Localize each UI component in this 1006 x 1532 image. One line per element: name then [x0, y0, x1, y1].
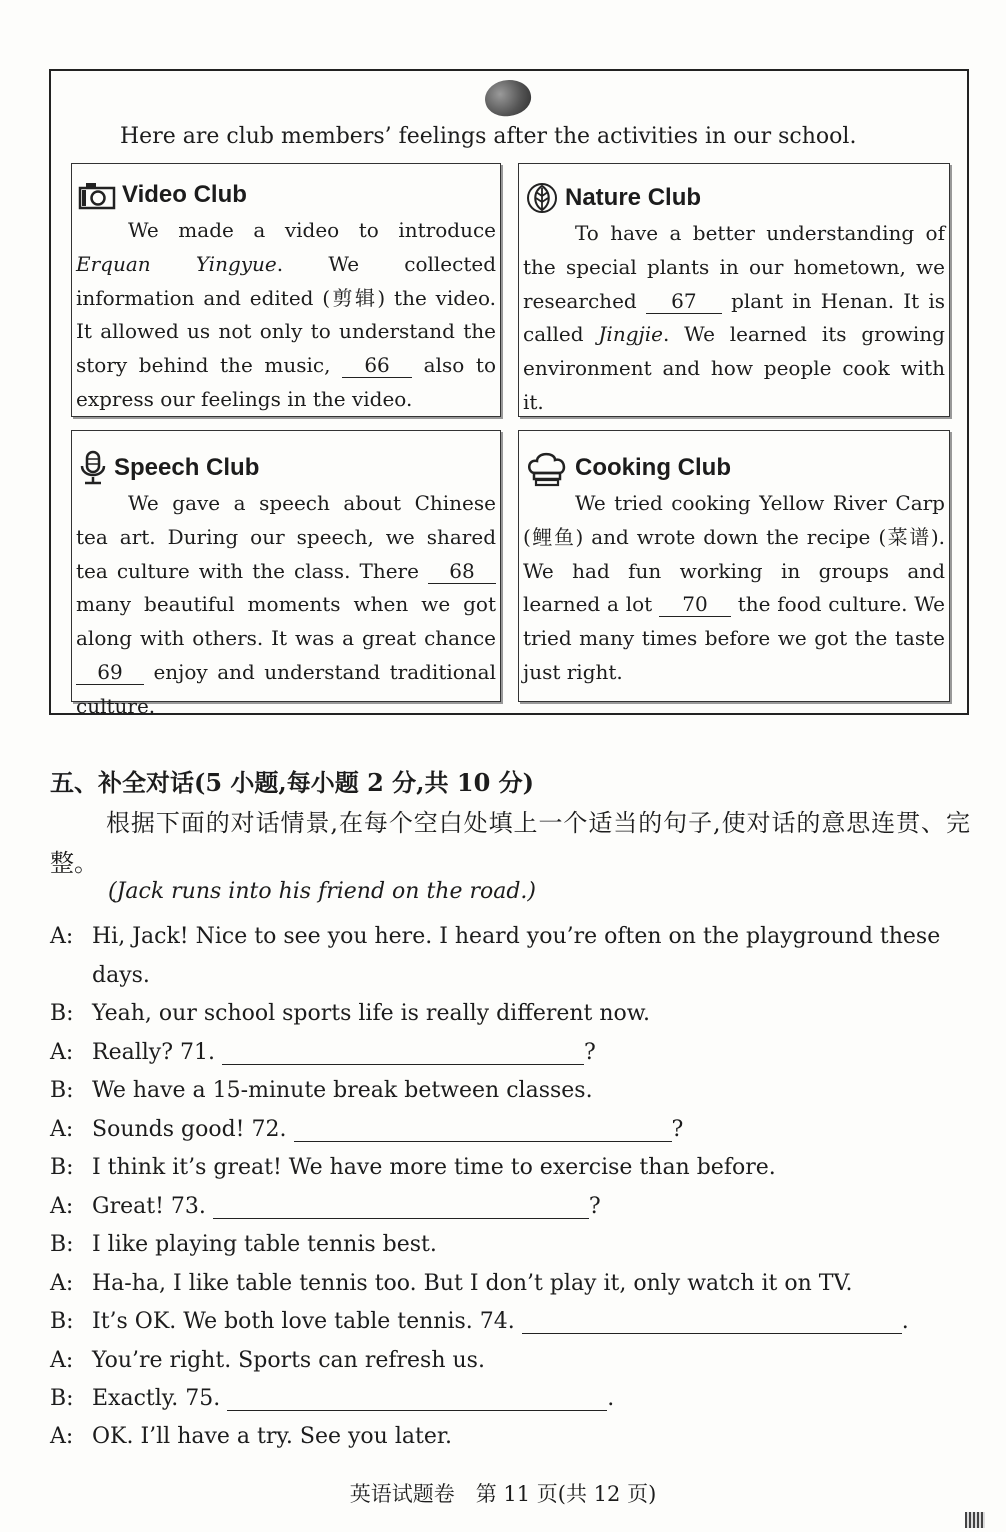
dialogue-line: A: OK. I’ll have a try. See you later.	[50, 1424, 452, 1449]
speech-club-card	[71, 430, 501, 718]
blank-67[interactable]: 67	[646, 289, 722, 314]
video-club-text: We made a video to introduce Erquan Yingyue. We collected information and edited (剪辑) the video. It allowed us not only to understand the story behind the music, 66 also to express our feelings in the video.	[76, 218, 496, 411]
camera-icon	[78, 180, 116, 210]
answer-blank-74[interactable]	[522, 1309, 902, 1334]
blank-66[interactable]: 66	[342, 353, 412, 378]
blank-68[interactable]: 68	[428, 559, 496, 584]
dialogue-scene: (Jack runs into his friend on the road.)	[108, 879, 537, 904]
answer-blank-71[interactable]	[222, 1040, 584, 1065]
dialogue-line: A: Hi, Jack! Nice to see you here. I heard you’re often on the playground these days.	[50, 924, 941, 988]
dialogue-line: B: Exactly. 75. .	[50, 1386, 615, 1411]
dialogue-line: B: I think it’s great! We have more time to exercise than before.	[50, 1155, 776, 1180]
video-club-card	[71, 163, 501, 417]
answer-blank-72[interactable]	[294, 1117, 672, 1142]
cooking-club-title: Cooking Club	[575, 454, 731, 481]
answer-blank-73[interactable]	[213, 1194, 589, 1219]
blank-69[interactable]: 69	[76, 660, 144, 685]
dialogue-line: A: Really? 71. ?	[50, 1040, 596, 1065]
video-club-title: Video Club	[122, 181, 247, 208]
intro-text: Here are club members’ feelings after the activities in our school.	[120, 124, 857, 149]
dialogue-line: B: We have a 15-minute break between classes.	[50, 1078, 593, 1103]
page-footer: 英语试题卷 第 11 页(共 12 页)	[349, 1482, 657, 1506]
blank-70[interactable]: 70	[659, 592, 731, 617]
dialogue-line: A: Sounds good! 72. ?	[50, 1117, 684, 1142]
cooking-club-card	[518, 430, 950, 702]
speech-club-title: Speech Club	[114, 454, 260, 481]
section-title: 五、补全对话(5 小题,每小题 2 分,共 10 分)	[50, 768, 534, 797]
dialogue-line: B: Yeah, our school sports life is really different now.	[50, 1001, 651, 1026]
leaf-icon	[525, 182, 559, 214]
nature-club-text: To have a better understanding of the special plants in our hometown, we researched 67 plant in Henan. It is called Jingjie. We learned its growing environment and how people cook with it.	[523, 221, 946, 414]
nature-club-card	[518, 163, 950, 417]
nature-club-title: Nature Club	[565, 184, 702, 211]
microphone-icon	[78, 450, 108, 486]
answer-blank-75[interactable]	[227, 1386, 607, 1411]
section-instruction: 根据下面的对话情景,在每个空白处填上一个适当的句子,使对话的意思连贯、完整。	[50, 809, 970, 877]
dialogue-line: A: You’re right. Sports can refresh us.	[50, 1348, 485, 1373]
chef-hat-icon	[525, 449, 569, 487]
dialogue-line: A: Great! 73. ?	[50, 1194, 601, 1219]
dialogue-line: A: Ha-ha, I like table tennis too. But I don’t play it, only watch it on TV.	[50, 1271, 853, 1296]
qr-stamp	[965, 1512, 985, 1528]
cooking-club-text: We tried cooking Yellow River Carp (鲤鱼) and wrote down the recipe (菜谱). We had fun working in groups and learned a lot 70 the food culture. We tried many times before we got the taste just right.	[523, 491, 945, 684]
dialogue-line: B: It’s OK. We both love table tennis. 74. .	[50, 1309, 909, 1334]
dialogue-line: B: I like playing table tennis best.	[50, 1232, 437, 1257]
speech-club-text: We gave a speech about Chinese tea art. During our speech, we shared tea culture with the class. There 68 many beautiful moments when we got along with others. It was a great chance 69 enjoy and understand traditional culture.	[76, 491, 496, 718]
